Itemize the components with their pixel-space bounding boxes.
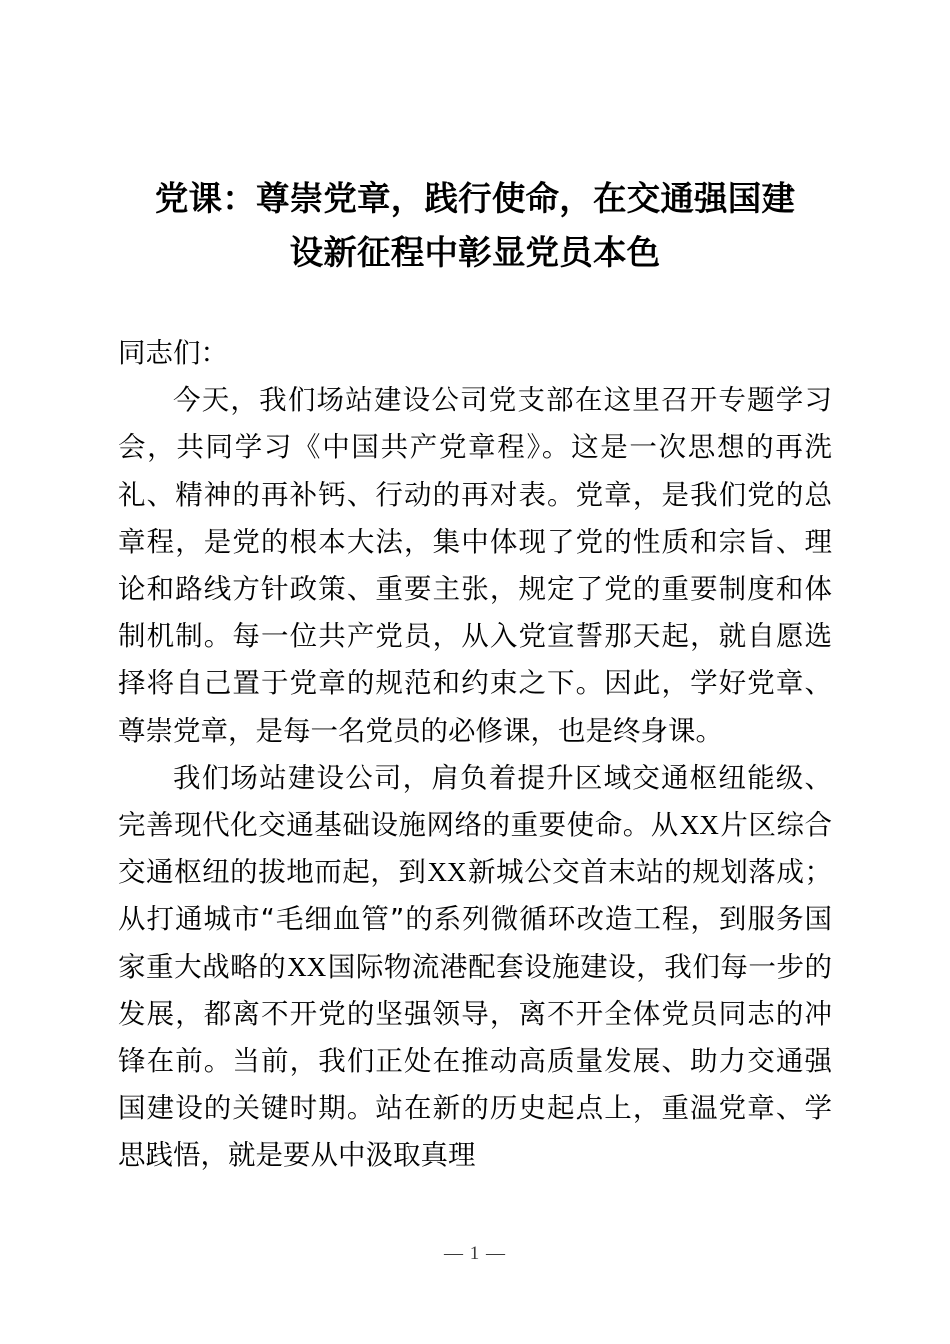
- p2-seg-4: 新城公交首末站的规划落成；从打通城市“毛细血管”的系列微循环改造工程，到服务国家重大战略的: [118, 856, 833, 983]
- paragraph-1: 今天，我们场站建设公司党支部在这里召开专题学习会，共同学习《中国共产党章程》。这是一次思想的再洗礼、精神的再补钙、行动的再对表。党章，是我们党的总章程，是党的根本大法，集中体现了党的性质和宗旨、理论和路线方针政策、重要主张，规定了党的重要制度和体制机制。每一位共产党员，从入党宣誓那天起，就自愿选择将自己置于党章的规范和约束之下。因此，学好党章、尊崇党章，是每一名党员的必修课，也是终身课。: [118, 384, 832, 747]
- p2-seg-0: 我们场站建设公司，肩负着提升区域交通枢纽能级、完善现代化交通基础设施网络的重要使命。从: [118, 761, 832, 842]
- p2-seg-1-placeholder: XX: [679, 810, 719, 841]
- title-line-2: 设新征程中彰显党员本色: [289, 233, 661, 272]
- p2-seg-5-placeholder: XX: [287, 951, 327, 982]
- salutation: 同志们：: [118, 337, 228, 369]
- title-line-1: 党课：尊崇党章，践行使命，在交通强国建: [154, 179, 796, 218]
- paragraph-2: [118, 755, 832, 1180]
- p2-seg-2: 片区综合交通枢纽的拔地而起，到: [118, 809, 833, 889]
- page-number: — 1 —: [444, 1243, 506, 1264]
- p2-seg-6: 国际物流港配套设施建设，我们每一步的发展，都离不开党的坚强领导，离不开全体党员同志的冲锋在前。当前，我们正处在推动高质量发展、助力交通强国建设的关键时期。站在新的历史起点上，重温党章、学思践悟，就是要从中汲取真理: [118, 950, 832, 1172]
- page-title: [118, 0, 832, 280]
- document-body: [118, 0, 832, 1180]
- p2-seg-3-placeholder: XX: [427, 857, 467, 888]
